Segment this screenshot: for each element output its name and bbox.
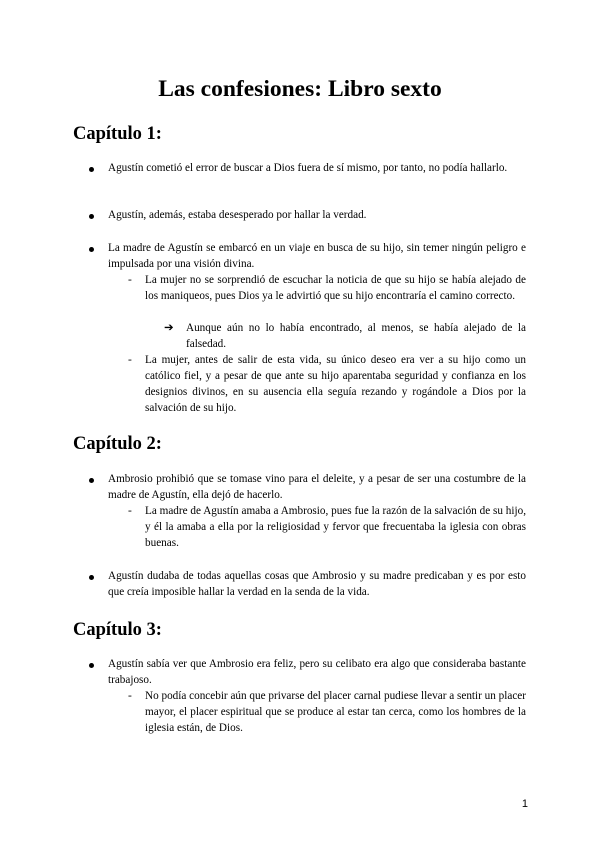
- chapter-3-subitem-1: No podía concebir aún que privarse del placer carnal pudiese llevar a sentir un placer mayor, el placer espiritual que se produce al estar tan cerca, como los hombres de la iglesia están, de Dios.: [145, 690, 526, 734]
- chapter-1-heading: Capítulo 1:: [73, 124, 162, 144]
- chapter-2-heading: Capítulo 2:: [73, 434, 162, 454]
- chapter-1-item-2: Agustín, además, estaba desesperado por hallar la verdad.: [108, 209, 367, 221]
- bullet-dot: [89, 663, 94, 668]
- chapter-3-heading: Capítulo 3:: [73, 620, 162, 640]
- bullet-dot: [89, 167, 94, 172]
- bullet-dot: [89, 214, 94, 219]
- bullet-dot: [89, 247, 94, 252]
- chapter-1-item-3: La madre de Agustín se embarcó en un viaje en busca de su hijo, sin temer ningún peligro e impulsada por una visión divina.: [108, 242, 526, 270]
- dash-marker: -: [128, 274, 132, 286]
- bullet-dot: [89, 478, 94, 483]
- chapter-2-item-2: Agustín dudaba de todas aquellas cosas que Ambrosio y su madre predicaban y es por esto que creía imposible hallar la verdad en la senda de la vida.: [108, 570, 526, 598]
- page-number: 1: [521, 798, 528, 810]
- dash-marker: -: [128, 505, 132, 517]
- chapter-3-item-1: Agustín sabía ver que Ambrosio era feliz, pero su celibato era algo que consideraba bastante trabajoso.: [108, 658, 526, 686]
- bullet-dot: [89, 575, 94, 580]
- chapter-1-subitem-2: La mujer, antes de salir de esta vida, su único deseo era ver a su hijo como un católico fiel, y a pesar de que ante su hijo aparentaba seguridad y confianza en los designios divinos, en su ausencia ella seguía rezando y rogándole a Dios por la salvación de su hijo.: [145, 354, 526, 414]
- chapter-2-item-1: Ambrosio prohibió que se tomase vino para el deleite, y a pesar de ser una costumbre de la madre de Agustín, ella dejó de hacerlo.: [108, 473, 526, 501]
- dash-marker: -: [128, 354, 132, 366]
- chapter-1-subsubitem-1: Aunque aún no lo había encontrado, al menos, se había alejado de la falsedad.: [186, 322, 526, 350]
- page-title: Las confesiones: Libro sexto: [158, 76, 442, 102]
- chapter-2-subitem-1: La madre de Agustín amaba a Ambrosio, pues fue la razón de la salvación de su hijo, y él la amaba a ella por la religiosidad y fervor que frecuentaba la iglesia con obras buenas.: [145, 505, 526, 549]
- chapter-1-item-1: Agustín cometió el error de buscar a Dios fuera de sí mismo, por tanto, no podía hallarlo.: [108, 162, 508, 174]
- chapter-1-subitem-1: La mujer no se sorprendió de escuchar la noticia de que su hijo se había alejado de los maniqueos, pues Dios ya le advirtió que su hijo encontraría el camino correcto.: [145, 274, 526, 302]
- arrow-icon: ➔: [164, 322, 174, 334]
- dash-marker: -: [128, 690, 132, 702]
